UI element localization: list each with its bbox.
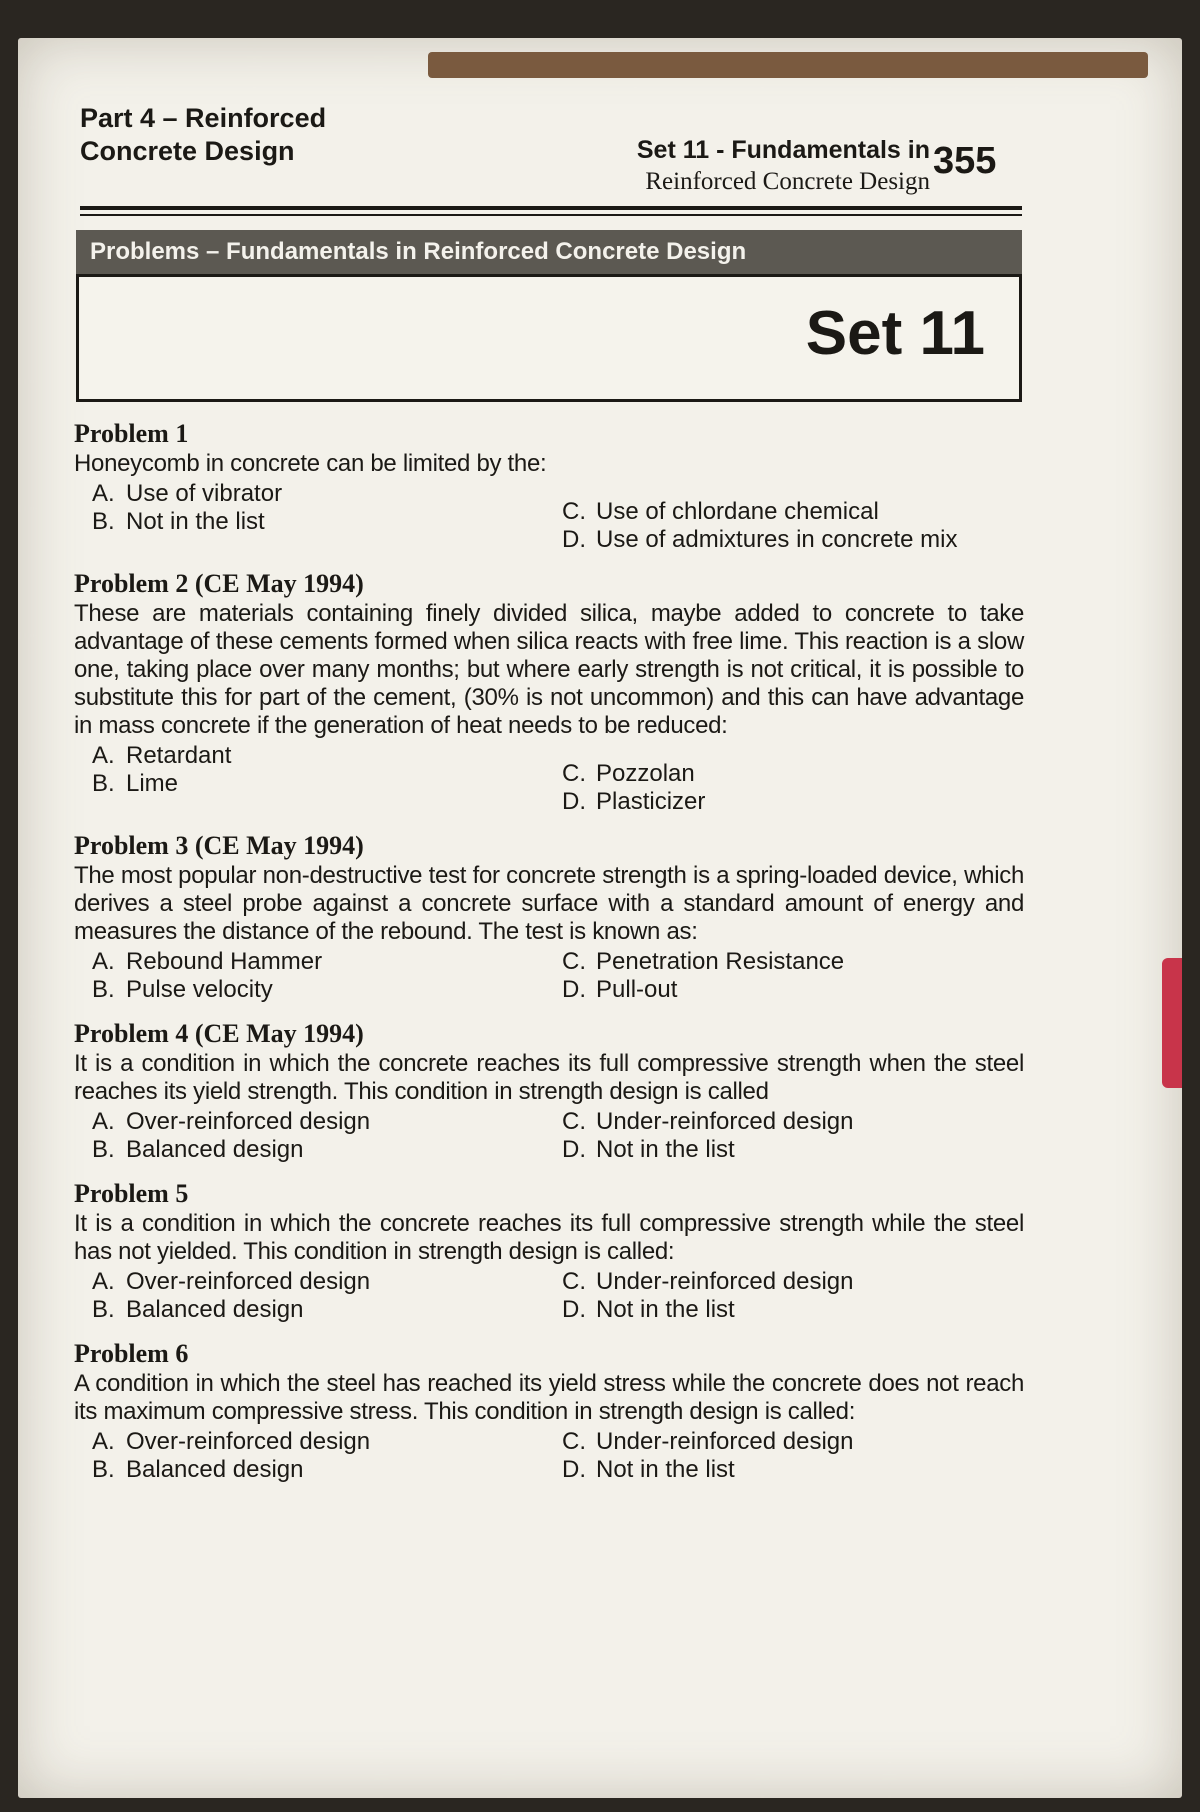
part-title-line2: Concrete Design	[80, 136, 295, 166]
choice-b	[92, 1136, 544, 1164]
choice-text: Use of vibrator	[126, 480, 283, 507]
problem-title: Problem 4 (CE May 1994)	[74, 1019, 364, 1048]
header-rule	[80, 206, 1022, 210]
choice-a	[92, 1268, 544, 1296]
choice-text: Not in the list	[126, 508, 265, 535]
choice-letter: D.	[562, 1296, 586, 1323]
choice-letter: C.	[562, 948, 586, 975]
set-box	[76, 274, 1022, 402]
problem-4	[74, 1018, 1024, 1164]
problem-1	[74, 418, 1024, 554]
problem-title: Problem 3 (CE May 1994)	[74, 831, 364, 860]
page-top-strip	[428, 52, 1148, 78]
choice-letter: A.	[92, 1108, 115, 1135]
set-label: Set 11	[805, 299, 985, 368]
choice-c	[562, 1428, 1014, 1456]
choice-text: Use of admixtures in concrete mix	[596, 526, 958, 553]
choice-a	[92, 948, 544, 976]
choice-text: Lime	[126, 770, 179, 797]
choice-text: Pull-out	[596, 976, 678, 1003]
problem-text: Honeycomb in concrete can be limited by the:	[74, 450, 547, 477]
problem-title: Problem 1	[74, 419, 189, 448]
choice-letter: C.	[562, 498, 586, 525]
choice-text: Under-reinforced design	[596, 1108, 854, 1135]
choice-letter: A.	[92, 1268, 115, 1295]
choice-c	[562, 760, 1014, 788]
part-title	[80, 102, 326, 168]
choice-a	[92, 1108, 544, 1136]
choice-letter: D.	[562, 788, 586, 815]
choice-a	[92, 480, 544, 508]
choice-grid	[74, 1268, 1024, 1324]
choice-c	[562, 498, 1014, 526]
choice-d	[562, 1296, 1014, 1324]
choice-text: Under-reinforced design	[596, 1268, 854, 1295]
problem-6	[74, 1338, 1024, 1484]
page-marker-tab	[1162, 958, 1182, 1088]
choice-b	[92, 508, 544, 536]
choice-text: Under-reinforced design	[596, 1428, 854, 1455]
choice-letter: C.	[562, 1108, 586, 1135]
choice-letter: D.	[562, 526, 586, 553]
choice-letter: B.	[92, 1296, 115, 1323]
choice-grid	[74, 1428, 1024, 1484]
choice-grid	[74, 948, 1024, 1004]
choice-text: Retardant	[126, 742, 232, 769]
choice-b	[92, 1296, 544, 1324]
choice-letter: B.	[92, 1136, 115, 1163]
choice-c	[562, 1268, 1014, 1296]
problem-text: The most popular non-destructive test for concrete strength is a spring-loaded device, which derives a steel probe against a concrete surface with a standard amount of energy and measures the distance of the rebound. The test is known as:	[74, 862, 1024, 945]
set-heading	[530, 134, 930, 198]
choice-text: Over-reinforced design	[126, 1268, 371, 1295]
choice-text: Over-reinforced design	[126, 1428, 371, 1455]
choice-d	[562, 976, 1014, 1004]
set-heading-line1: Set 11 - Fundamentals in	[636, 136, 930, 164]
header-rule-thin	[80, 214, 1022, 216]
choice-a	[92, 742, 544, 770]
choice-b	[92, 770, 544, 798]
choice-b	[92, 1456, 544, 1484]
choice-text: Plasticizer	[596, 788, 706, 815]
choice-d	[562, 526, 1014, 554]
choice-text: Not in the list	[596, 1136, 735, 1163]
problem-3	[74, 830, 1024, 1004]
choice-text: Rebound Hammer	[126, 948, 323, 975]
choice-letter: C.	[562, 1268, 586, 1295]
choice-d	[562, 1456, 1014, 1484]
problem-text: A condition in which the steel has reached its yield stress while the concrete does not reach its maximum compressive stress. This condition in strength design is called:	[74, 1370, 1024, 1425]
choice-text: Penetration Resistance	[596, 948, 845, 975]
choice-letter: B.	[92, 976, 115, 1003]
choice-grid	[74, 480, 1024, 554]
choice-letter: A.	[92, 948, 115, 975]
choice-text: Not in the list	[596, 1456, 735, 1483]
choice-a	[92, 1428, 544, 1456]
choice-letter: A.	[92, 742, 115, 769]
choice-text: Pulse velocity	[126, 976, 273, 1003]
choice-letter: A.	[92, 1428, 115, 1455]
choice-letter: D.	[562, 1456, 586, 1483]
choice-letter: B.	[92, 508, 115, 535]
problem-2	[74, 568, 1024, 816]
choice-letter: A.	[92, 480, 115, 507]
choice-text: Use of chlordane chemical	[596, 498, 879, 525]
choice-letter: B.	[92, 770, 115, 797]
choice-text: Not in the list	[596, 1296, 735, 1323]
choice-letter: C.	[562, 1428, 586, 1455]
choice-text: Balanced design	[126, 1136, 304, 1163]
choice-d	[562, 1136, 1014, 1164]
choice-c	[562, 1108, 1014, 1136]
choice-grid	[74, 742, 1024, 816]
problem-text: It is a condition in which the concrete reaches its full compressive strength while the steel has not yielded. This condition in strength design is called:	[74, 1210, 1024, 1265]
problem-title: Problem 2 (CE May 1994)	[74, 569, 364, 598]
problem-5	[74, 1178, 1024, 1324]
problem-text: These are materials containing finely divided silica, maybe added to concrete to take advantage of these cements formed when silica reacts with free lime. This reaction is a slow one, taking place over many months; but where early strength is not critical, it is possible to substitute this for part of the cement, (30% is not uncommon) and this can have advantage in mass concrete if the generation of heat needs to be reduced:	[74, 600, 1024, 739]
choice-letter: D.	[562, 1136, 586, 1163]
set-heading-line2: Reinforced Concrete Design	[645, 168, 930, 195]
problem-list	[74, 418, 1024, 1498]
part-title-line1: Part 4 – Reinforced	[80, 103, 327, 133]
choice-letter: B.	[92, 1456, 115, 1483]
choice-letter: C.	[562, 760, 586, 787]
book-page	[18, 38, 1182, 1798]
choice-text: Over-reinforced design	[126, 1108, 371, 1135]
choice-grid	[74, 1108, 1024, 1164]
choice-b	[92, 976, 544, 1004]
choice-c	[562, 948, 1014, 976]
choice-text: Balanced design	[126, 1296, 304, 1323]
problem-text: It is a condition in which the concrete reaches its full compressive strength when the steel reaches its yield strength. This condition in strength design is called	[74, 1050, 1024, 1105]
page-number: 355	[933, 140, 997, 182]
choice-text: Pozzolan	[596, 760, 695, 787]
choice-letter: D.	[562, 976, 586, 1003]
section-banner: Problems – Fundamentals in Reinforced Concrete Design	[76, 230, 1022, 274]
problem-title: Problem 5	[74, 1179, 189, 1208]
problem-title: Problem 6	[74, 1339, 189, 1368]
choice-text: Balanced design	[126, 1456, 304, 1483]
choice-d	[562, 788, 1014, 816]
